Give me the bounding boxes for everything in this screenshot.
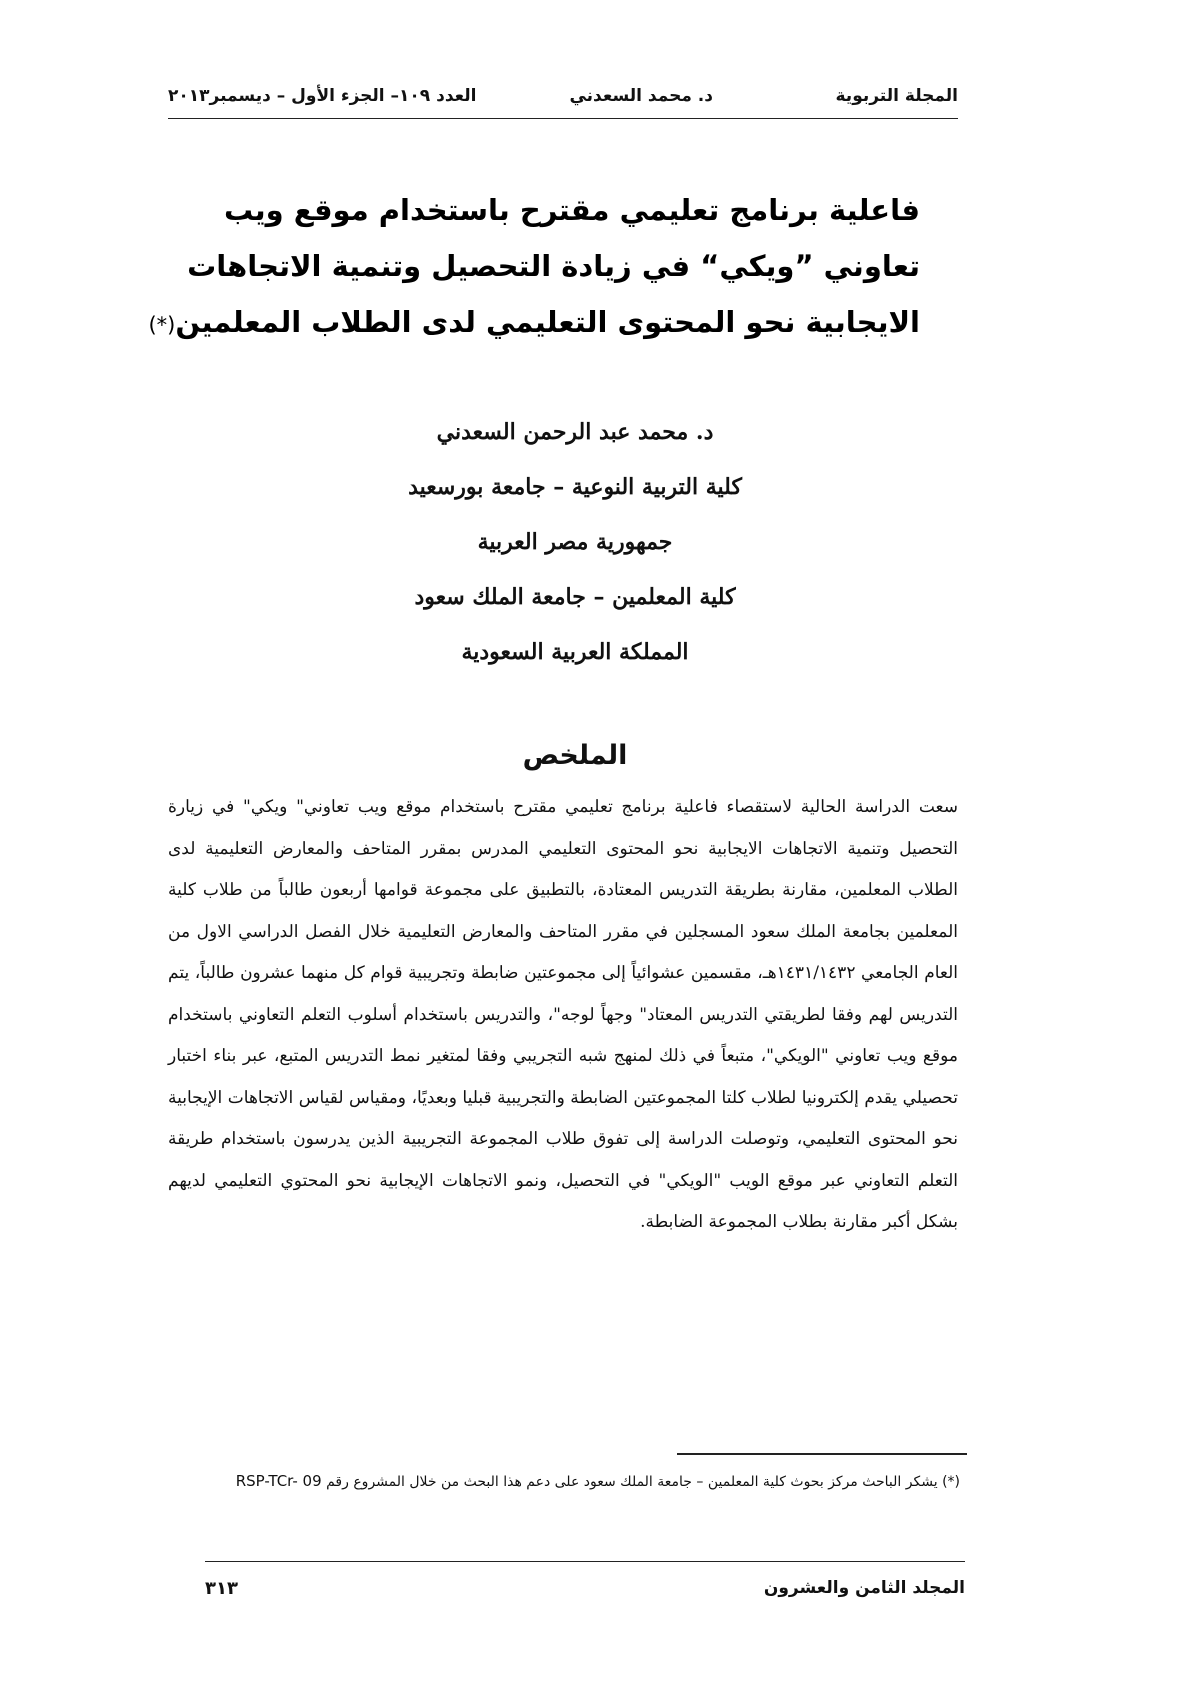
footer-divider (205, 1561, 965, 1562)
title-line-1: فاعلية برنامج تعليمي مقترح باستخدام موقع ويب (224, 193, 920, 227)
issue-info: العدد ١٠٩– الجزء الأول – ديسمبر٢٠١٣ (168, 86, 477, 106)
footnote-text: يشكر الباحث مركز بحوث كلية المعلمين – جامعة الملك سعود على دعم هذا البحث من خلال المشروع رقم (326, 1474, 938, 1490)
footnote-divider (677, 1453, 967, 1455)
title-line-3 (148, 294, 920, 353)
author-affiliation-2: كلية المعلمين – جامعة الملك سعود (414, 584, 736, 610)
abstract-heading: الملخص (522, 740, 628, 771)
title-line-2: تعاوني ”ويكي“ في زيادة التحصيل وتنمية الاتجاهات (187, 249, 920, 283)
page-footer (205, 1578, 965, 1608)
author-country-2: المملكة العربية السعودية (461, 639, 689, 665)
running-header (168, 80, 958, 116)
title-footnote-mark: (*) (148, 313, 176, 337)
page-number: ٣١٣ (205, 1578, 238, 1599)
author-block (230, 405, 920, 680)
footnote-mark: (*) (942, 1474, 960, 1490)
footnote (200, 1470, 960, 1493)
header-divider (168, 118, 958, 119)
header-author: د. محمد السعدني (569, 86, 713, 106)
project-code: RSP-TCr- 09 (235, 1472, 322, 1490)
title-line-3-text: الايجابية نحو المحتوى التعليمي لدى الطلاب المعلمين (175, 305, 920, 339)
author-name: د. محمد عبد الرحمن السعدني (436, 419, 714, 445)
volume-label: المجلد الثامن والعشرون (763, 1578, 965, 1598)
abstract-body: سعت الدراسة الحالية لاستقصاء فاعلية برنامج تعليمي مقترح باستخدام موقع ويب تعاوني" ويكي" في زيارة التحصيل وتنمية الاتجاهات الايجابية نحو المحتوى التعليمي المدرس بمقرر المتاحف والمعارض التعليمية لدى الطلاب المعلمين، مقارنة بطريقة التدريس المعتادة، بالتطبيق على مجموعة قوامها أربعون طالباً من طلاب كلية المعلمين بجامعة الملك سعود المسجلين في مقرر المتاحف والمعارض التعليمية خلال الفصل الدراسي الاول من العام الجامعي ١٤٣١/١٤٣٢هـ، مقسمين عشوائياً إلى مجموعتين ضابطة وتجريبية قوام كل منهما عشرون طالباً، يتم التدريس لهم وفقا لطريقتي التدريس المعتاد" وجهاً لوجه"، والتدريس باستخدام أسلوب التعلم التعاوني باستخدام موقع ويب تعاوني "الويكي"، متبعاً في ذلك لمنهج شبه التجريبي وفقا لمتغير نمط التدريس المتبع، عبر بناء اختبار تحصيلي يقدم إلكترونيا لطلاب كلتا المجموعتين الضابطة والتجريبية قبليا وبعديًا، ومقياس لقياس الاتجاهات الإيجابية نحو المحتوى التعليمي، وتوصلت الدراسة إلى تفوق طلاب المجموعة التجريبية الذين يدرسون باستخدام طريقة التعلم التعاوني عبر موقع الويب "الويكي" في التحصيل، ونمو الاتجاهات الإيجابية نحو المحتوي التعليمي لديهم بشكل أكبر مقارنة بطلاب المجموعة الضابطة. (168, 797, 959, 1232)
paper-title (148, 182, 920, 353)
journal-name: المجلة التربوية (835, 86, 958, 106)
author-country-1: جمهورية مصر العربية (477, 529, 673, 555)
author-affiliation-1: كلية التربية النوعية – جامعة بورسعيد (408, 474, 742, 500)
